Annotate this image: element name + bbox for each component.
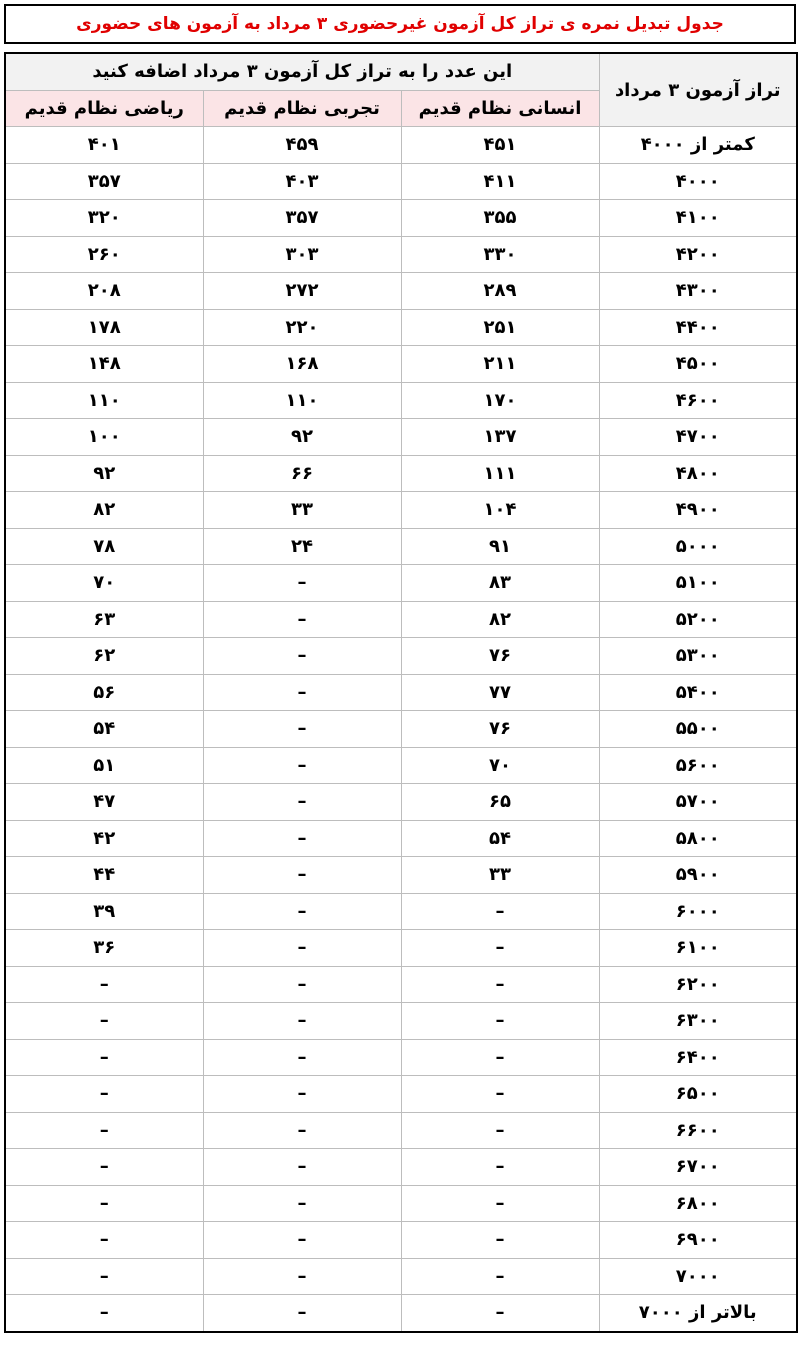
row-value-cell: – bbox=[5, 1258, 203, 1295]
table-row bbox=[5, 1258, 797, 1295]
table-row bbox=[5, 419, 797, 456]
row-value-cell: ۳۹ bbox=[5, 893, 203, 930]
row-key-cell: ۶۹۰۰ bbox=[599, 1222, 797, 1259]
row-value-cell: ۱۱۰ bbox=[5, 382, 203, 419]
row-value-cell: ۴۰۱ bbox=[5, 127, 203, 164]
row-value-cell: ۷۰ bbox=[5, 565, 203, 602]
table-row bbox=[5, 309, 797, 346]
row-key-cell: ۵۲۰۰ bbox=[599, 601, 797, 638]
row-value-cell: ۸۲ bbox=[401, 601, 599, 638]
table-row bbox=[5, 1076, 797, 1113]
row-value-cell: ۴۴ bbox=[5, 857, 203, 894]
table-body bbox=[5, 127, 797, 1332]
row-value-cell: ۱۷۸ bbox=[5, 309, 203, 346]
row-value-cell: – bbox=[203, 1295, 401, 1332]
row-value-cell: – bbox=[401, 1295, 599, 1332]
row-value-cell: – bbox=[203, 1039, 401, 1076]
table-row bbox=[5, 273, 797, 310]
row-key-cell: ۵۰۰۰ bbox=[599, 528, 797, 565]
table-row bbox=[5, 893, 797, 930]
row-key-cell: کمتر از ۴۰۰۰ bbox=[599, 127, 797, 164]
row-value-cell: – bbox=[203, 565, 401, 602]
row-value-cell: – bbox=[5, 966, 203, 1003]
row-value-cell: ۷۰ bbox=[401, 747, 599, 784]
table-row bbox=[5, 1222, 797, 1259]
row-value-cell: ۲۸۹ bbox=[401, 273, 599, 310]
header-column-math: ریاضی نظام قدیم bbox=[5, 90, 203, 127]
row-value-cell: ۶۲ bbox=[5, 638, 203, 675]
row-value-cell: ۲۵۱ bbox=[401, 309, 599, 346]
row-value-cell: ۲۷۲ bbox=[203, 273, 401, 310]
header-key-column: تراز آزمون ۳ مرداد bbox=[599, 53, 797, 127]
row-value-cell: ۴۷ bbox=[5, 784, 203, 821]
row-value-cell: ۵۴ bbox=[401, 820, 599, 857]
conversion-table bbox=[4, 52, 798, 1333]
row-value-cell: ۷۸ bbox=[5, 528, 203, 565]
row-value-cell: – bbox=[203, 930, 401, 967]
row-key-cell: ۴۱۰۰ bbox=[599, 200, 797, 237]
table-row bbox=[5, 528, 797, 565]
page-title: جدول تبدیل نمره ی تراز کل آزمون غیرحضوری ۳ مرداد به آزمون های حضوری bbox=[76, 14, 724, 34]
row-key-cell: ۵۵۰۰ bbox=[599, 711, 797, 748]
row-value-cell: ۳۵۷ bbox=[5, 163, 203, 200]
row-value-cell: ۳۲۰ bbox=[5, 200, 203, 237]
row-value-cell: – bbox=[401, 1149, 599, 1186]
table-row bbox=[5, 346, 797, 383]
row-value-cell: ۹۲ bbox=[5, 455, 203, 492]
row-value-cell: ۷۶ bbox=[401, 638, 599, 675]
row-value-cell: ۲۱۱ bbox=[401, 346, 599, 383]
row-value-cell: – bbox=[5, 1295, 203, 1332]
row-key-cell: ۴۶۰۰ bbox=[599, 382, 797, 419]
row-value-cell: – bbox=[5, 1076, 203, 1113]
row-value-cell: – bbox=[203, 601, 401, 638]
row-value-cell: ۳۳ bbox=[401, 857, 599, 894]
table-row bbox=[5, 820, 797, 857]
row-value-cell: ۶۶ bbox=[203, 455, 401, 492]
table-row bbox=[5, 784, 797, 821]
row-key-cell: ۴۴۰۰ bbox=[599, 309, 797, 346]
table-row bbox=[5, 236, 797, 273]
row-value-cell: – bbox=[203, 747, 401, 784]
row-value-cell: – bbox=[401, 966, 599, 1003]
row-key-cell: ۴۲۰۰ bbox=[599, 236, 797, 273]
row-value-cell: ۵۴ bbox=[5, 711, 203, 748]
table-row bbox=[5, 638, 797, 675]
table-row bbox=[5, 1295, 797, 1332]
row-value-cell: ۷۷ bbox=[401, 674, 599, 711]
row-key-cell: ۷۰۰۰ bbox=[599, 1258, 797, 1295]
row-value-cell: ۲۶۰ bbox=[5, 236, 203, 273]
row-value-cell: – bbox=[203, 711, 401, 748]
table-row bbox=[5, 492, 797, 529]
table-row bbox=[5, 674, 797, 711]
row-value-cell: ۱۳۷ bbox=[401, 419, 599, 456]
row-value-cell: ۹۱ bbox=[401, 528, 599, 565]
row-key-cell: ۶۱۰۰ bbox=[599, 930, 797, 967]
row-value-cell: ۷۶ bbox=[401, 711, 599, 748]
row-key-cell: ۵۸۰۰ bbox=[599, 820, 797, 857]
row-value-cell: ۱۰۰ bbox=[5, 419, 203, 456]
row-key-cell: ۴۳۰۰ bbox=[599, 273, 797, 310]
header-group: این عدد را به تراز کل آزمون ۳ مرداد اضافه کنید bbox=[5, 53, 599, 90]
row-value-cell: ۳۳۰ bbox=[401, 236, 599, 273]
row-value-cell: ۹۲ bbox=[203, 419, 401, 456]
row-value-cell: – bbox=[401, 893, 599, 930]
row-key-cell: ۴۹۰۰ bbox=[599, 492, 797, 529]
row-key-cell: ۵۷۰۰ bbox=[599, 784, 797, 821]
row-value-cell: – bbox=[401, 1039, 599, 1076]
row-value-cell: ۱۱۰ bbox=[203, 382, 401, 419]
table-row bbox=[5, 1149, 797, 1186]
row-value-cell: – bbox=[203, 820, 401, 857]
row-value-cell: ۶۵ bbox=[401, 784, 599, 821]
table-row bbox=[5, 1185, 797, 1222]
row-value-cell: ۳۵۵ bbox=[401, 200, 599, 237]
row-value-cell: ۳۶ bbox=[5, 930, 203, 967]
row-value-cell: – bbox=[203, 784, 401, 821]
row-value-cell: ۴۲ bbox=[5, 820, 203, 857]
row-value-cell: – bbox=[203, 1185, 401, 1222]
row-value-cell: – bbox=[5, 1112, 203, 1149]
row-value-cell: ۱۱۱ bbox=[401, 455, 599, 492]
table-row bbox=[5, 127, 797, 164]
table-row bbox=[5, 163, 797, 200]
row-value-cell: – bbox=[401, 1185, 599, 1222]
row-value-cell: – bbox=[401, 1258, 599, 1295]
row-value-cell: – bbox=[203, 638, 401, 675]
row-value-cell: – bbox=[401, 1076, 599, 1113]
row-value-cell: ۴۵۹ bbox=[203, 127, 401, 164]
row-key-cell: ۴۵۰۰ bbox=[599, 346, 797, 383]
header-column-experimental: تجربی نظام قدیم bbox=[203, 90, 401, 127]
row-value-cell: ۱۴۸ bbox=[5, 346, 203, 383]
row-value-cell: – bbox=[203, 966, 401, 1003]
row-value-cell: – bbox=[401, 1003, 599, 1040]
row-value-cell: – bbox=[203, 857, 401, 894]
table-row bbox=[5, 455, 797, 492]
row-value-cell: – bbox=[5, 1185, 203, 1222]
row-value-cell: – bbox=[203, 893, 401, 930]
row-key-cell: ۶۵۰۰ bbox=[599, 1076, 797, 1113]
row-value-cell: – bbox=[401, 930, 599, 967]
row-value-cell: – bbox=[203, 1258, 401, 1295]
row-value-cell: – bbox=[5, 1149, 203, 1186]
row-value-cell: ۱۶۸ bbox=[203, 346, 401, 383]
table-row bbox=[5, 601, 797, 638]
row-value-cell: ۳۳ bbox=[203, 492, 401, 529]
row-value-cell: ۳۵۷ bbox=[203, 200, 401, 237]
row-key-cell: ۶۷۰۰ bbox=[599, 1149, 797, 1186]
row-value-cell: ۵۱ bbox=[5, 747, 203, 784]
row-key-cell: ۶۶۰۰ bbox=[599, 1112, 797, 1149]
row-value-cell: – bbox=[203, 1112, 401, 1149]
table-row bbox=[5, 930, 797, 967]
row-value-cell: – bbox=[401, 1112, 599, 1149]
row-key-cell: ۴۸۰۰ bbox=[599, 455, 797, 492]
row-value-cell: ۵۶ bbox=[5, 674, 203, 711]
row-value-cell: – bbox=[203, 1003, 401, 1040]
row-value-cell: ۴۵۱ bbox=[401, 127, 599, 164]
row-key-cell: ۵۶۰۰ bbox=[599, 747, 797, 784]
table-row bbox=[5, 200, 797, 237]
row-value-cell: ۸۳ bbox=[401, 565, 599, 602]
table-row bbox=[5, 966, 797, 1003]
table-row bbox=[5, 857, 797, 894]
row-key-cell: بالاتر از ۷۰۰۰ bbox=[599, 1295, 797, 1332]
header-column-humanities: انسانی نظام قدیم bbox=[401, 90, 599, 127]
row-key-cell: ۵۳۰۰ bbox=[599, 638, 797, 675]
row-value-cell: – bbox=[5, 1222, 203, 1259]
table-row bbox=[5, 382, 797, 419]
row-value-cell: ۲۰۸ bbox=[5, 273, 203, 310]
row-value-cell: ۴۰۳ bbox=[203, 163, 401, 200]
row-key-cell: ۵۱۰۰ bbox=[599, 565, 797, 602]
table-row bbox=[5, 1039, 797, 1076]
row-key-cell: ۶۰۰۰ bbox=[599, 893, 797, 930]
row-key-cell: ۴۷۰۰ bbox=[599, 419, 797, 456]
row-key-cell: ۴۰۰۰ bbox=[599, 163, 797, 200]
title-box bbox=[4, 4, 796, 44]
row-value-cell: ۴۱۱ bbox=[401, 163, 599, 200]
table-row bbox=[5, 711, 797, 748]
row-value-cell: – bbox=[5, 1039, 203, 1076]
row-value-cell: ۱۰۴ bbox=[401, 492, 599, 529]
row-value-cell: – bbox=[203, 674, 401, 711]
row-value-cell: ۱۷۰ bbox=[401, 382, 599, 419]
row-key-cell: ۶۴۰۰ bbox=[599, 1039, 797, 1076]
table-row bbox=[5, 747, 797, 784]
row-key-cell: ۶۸۰۰ bbox=[599, 1185, 797, 1222]
row-value-cell: ۳۰۳ bbox=[203, 236, 401, 273]
row-value-cell: – bbox=[203, 1149, 401, 1186]
row-key-cell: ۵۴۰۰ bbox=[599, 674, 797, 711]
row-value-cell: ۸۲ bbox=[5, 492, 203, 529]
row-value-cell: – bbox=[203, 1222, 401, 1259]
row-key-cell: ۶۲۰۰ bbox=[599, 966, 797, 1003]
row-value-cell: – bbox=[203, 1076, 401, 1113]
row-key-cell: ۵۹۰۰ bbox=[599, 857, 797, 894]
row-value-cell: ۶۳ bbox=[5, 601, 203, 638]
row-value-cell: ۲۴ bbox=[203, 528, 401, 565]
row-value-cell: ۲۲۰ bbox=[203, 309, 401, 346]
row-key-cell: ۶۳۰۰ bbox=[599, 1003, 797, 1040]
row-value-cell: – bbox=[5, 1003, 203, 1040]
row-value-cell: – bbox=[401, 1222, 599, 1259]
table-row bbox=[5, 565, 797, 602]
table-row bbox=[5, 1112, 797, 1149]
table-row bbox=[5, 1003, 797, 1040]
